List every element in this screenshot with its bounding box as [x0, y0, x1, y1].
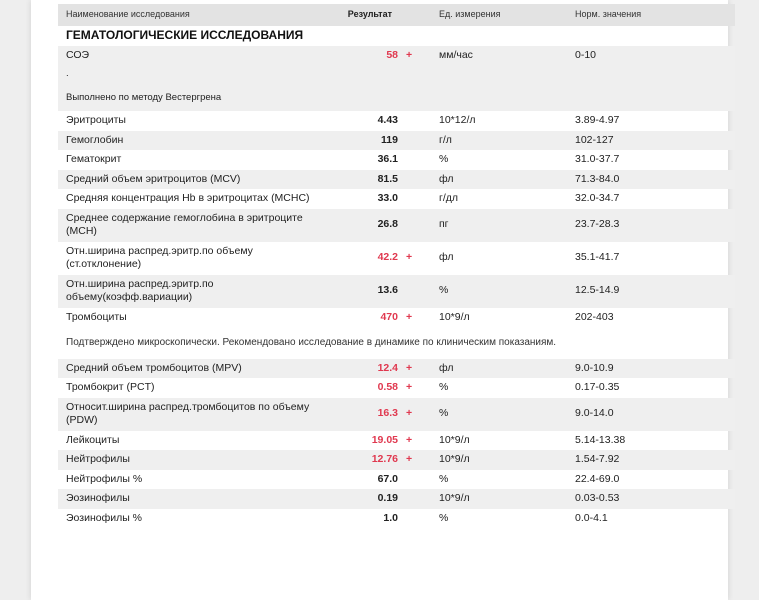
soe-value: 58 [318, 46, 398, 108]
result-value: 33.0 [377, 192, 398, 204]
result-value: 81.5 [318, 170, 398, 190]
result-unit: 10*9/л [431, 450, 567, 470]
result-value: 0.19 [318, 489, 398, 509]
result-value: 19.05 [371, 433, 398, 446]
result-name: Средний объем эритроцитов (MCV) [58, 170, 318, 190]
result-flag [398, 209, 431, 242]
section-title-row [58, 26, 735, 46]
result-flag [398, 131, 431, 151]
result-ref: 0.03-0.53 [567, 489, 735, 509]
result-ref: 22.4-69.0 [575, 472, 620, 485]
table-row [58, 189, 735, 209]
result-value: 12.4 [318, 359, 398, 379]
section-title: ГЕМАТОЛОГИЧЕСКИЕ ИССЛЕДОВАНИЯ [66, 28, 304, 42]
soe-flag: + [398, 46, 431, 108]
result-ref: 0.17-0.35 [575, 381, 620, 393]
result-value: 16.3 [318, 398, 398, 431]
result-value: 119 [318, 131, 398, 151]
header-unit: Ед. измерения [431, 4, 567, 26]
table-row [58, 209, 735, 242]
result-name: Тромбоциты [66, 310, 127, 323]
table-row [58, 242, 735, 275]
table-row [58, 308, 735, 328]
result-unit: % [439, 511, 449, 524]
result-flag: + [398, 450, 431, 470]
table-row [58, 359, 735, 379]
result-name: Среднее содержание гемоглобина в эритроците (MCH) [58, 209, 318, 242]
result-unit: % [439, 153, 449, 165]
result-ref: 202-403 [575, 310, 614, 323]
result-ref: 5.14-13.38 [575, 433, 626, 446]
header-name: Наименование исследования [58, 4, 318, 26]
soe-ref: 0-10 [567, 46, 735, 108]
result-name: Средняя концентрация Hb в эритроцитах (MCHC) [66, 192, 310, 204]
result-name: Гематокрит [66, 153, 122, 165]
table-row [58, 111, 735, 131]
result-flag: + [406, 433, 413, 446]
result-ref: 0.0-4.1 [575, 511, 608, 524]
header-result: Результат [318, 4, 398, 26]
result-flag [398, 150, 431, 170]
result-unit: 10*9/л [439, 433, 470, 446]
result-unit: % [431, 275, 567, 308]
soe-dot: . [66, 68, 69, 79]
table-header [58, 4, 735, 26]
result-flag: + [406, 381, 413, 393]
result-value: 470 [380, 310, 398, 323]
result-name: Нейтрофилы [58, 450, 318, 470]
result-unit: 10*9/л [431, 489, 567, 509]
result-ref: 102-127 [567, 131, 735, 151]
result-unit: фл [431, 170, 567, 190]
result-ref: 32.0-34.7 [575, 192, 620, 204]
table-row [58, 378, 735, 398]
result-value: 42.2 [377, 251, 398, 264]
result-value: 36.1 [377, 153, 398, 165]
table-row [58, 275, 735, 308]
result-name: Нейтрофилы % [66, 472, 143, 485]
result-value: 0.58 [377, 381, 398, 393]
soe-cell [58, 46, 318, 108]
header-ref: Норм. значения [567, 4, 735, 26]
result-value: 13.6 [318, 275, 398, 308]
soe-name: СОЭ [66, 48, 90, 61]
result-unit: 10*12/л [439, 114, 476, 126]
result-ref: 35.1-41.7 [575, 251, 620, 264]
result-value: 4.43 [377, 114, 398, 126]
result-name: Отн.ширина распред.эритр.по объему (ст.отклонение) [66, 244, 253, 270]
result-name: Тромбокрит (PCT) [66, 381, 155, 393]
result-flag: + [398, 398, 431, 431]
result-unit: фл [439, 251, 454, 264]
result-unit: % [439, 381, 449, 393]
result-name: Эозинофилы [58, 489, 318, 509]
result-unit: фл [431, 359, 567, 379]
result-flag [398, 189, 431, 209]
result-flag [398, 509, 431, 529]
result-name: Средний объем тромбоцитов (MPV) [58, 359, 318, 379]
result-ref: 12.5-14.9 [567, 275, 735, 308]
soe-unit: мм/час [431, 46, 567, 108]
result-name: Отн.ширина распред.эритр.по объему(коэфф.вариации) [58, 275, 318, 308]
platelet-note-row [58, 327, 735, 359]
result-ref: 9.0-14.0 [567, 398, 735, 431]
result-value: 67.0 [377, 472, 398, 485]
result-flag [398, 111, 431, 131]
table-row [58, 150, 735, 170]
table-row [58, 131, 735, 151]
result-flag: + [406, 251, 413, 264]
header-flag-spacer [398, 4, 431, 26]
result-unit: % [439, 472, 449, 485]
result-name: Лейкоциты [66, 433, 120, 446]
table-row [58, 450, 735, 470]
result-flag: + [406, 310, 413, 323]
result-value: 1.0 [383, 511, 398, 524]
soe-method-note: Выполнено по методу Вестергрена [66, 91, 222, 103]
result-value: 26.8 [318, 209, 398, 242]
table-row [58, 170, 735, 190]
result-flag [398, 470, 431, 490]
platelet-note: Подтверждено микроскопически. Рекомендовано исследование в динамике по клиническим показаниям. [66, 337, 557, 348]
result-ref: 71.3-84.0 [567, 170, 735, 190]
table-row [58, 489, 735, 509]
results-table [58, 4, 735, 528]
result-unit: г/дл [439, 192, 459, 204]
result-name: Гемоглобин [58, 131, 318, 151]
result-flag [398, 275, 431, 308]
result-ref: 31.0-37.7 [575, 153, 620, 165]
soe-row [58, 46, 735, 108]
result-value: 12.76 [318, 450, 398, 470]
result-unit: пг [431, 209, 567, 242]
result-ref: 9.0-10.9 [567, 359, 735, 379]
table-row [58, 431, 735, 451]
table-row [58, 398, 735, 431]
result-unit: 10*9/л [439, 310, 470, 323]
result-unit: г/л [431, 131, 567, 151]
result-unit: % [431, 398, 567, 431]
result-flag [398, 170, 431, 190]
result-name: Эритроциты [66, 114, 126, 126]
result-name: Относит.ширина распред.тромбоцитов по объему (PDW) [58, 398, 318, 431]
result-flag [398, 489, 431, 509]
table-row [58, 470, 735, 490]
result-name: Эозинофилы % [66, 511, 143, 524]
result-flag: + [398, 359, 431, 379]
result-ref: 3.89-4.97 [575, 114, 620, 126]
result-ref: 1.54-7.92 [567, 450, 735, 470]
result-ref: 23.7-28.3 [567, 209, 735, 242]
table-row [58, 509, 735, 529]
report-sheet [31, 0, 728, 600]
